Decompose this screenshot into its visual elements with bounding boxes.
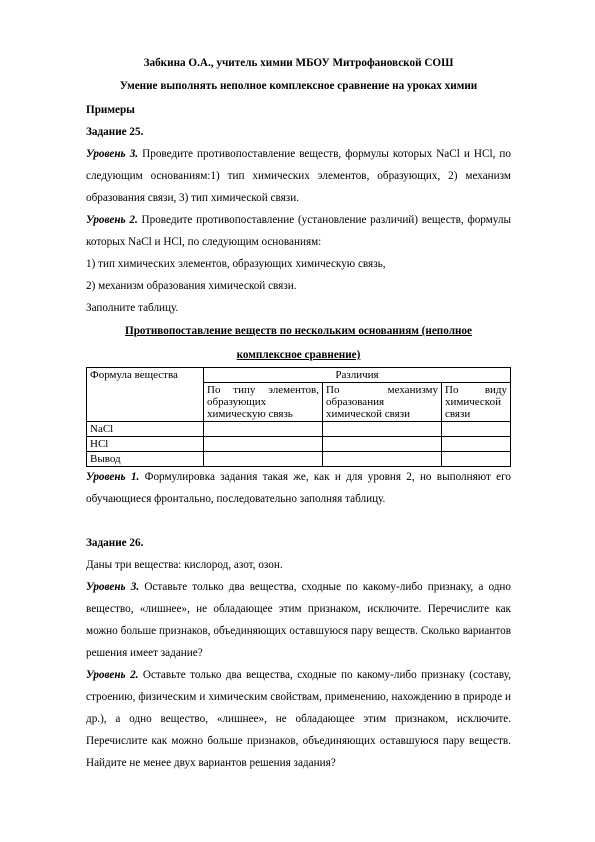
row-label: Вывод [87, 452, 204, 467]
task25-point1: 1) тип химических элементов, образующих химическую связь, [86, 258, 386, 270]
level-text: Формулировка задания такая же, как и для уровня 2, но выполняют его обучающиеся фронтально, последовательно заполняя таблицу. [86, 471, 511, 505]
task26-title: Задание 26. [86, 537, 144, 549]
task25-point2: 2) механизм образования химической связи. [86, 280, 297, 292]
topic-heading: Умение выполнять неполное комплексное сравнение на уроках химии [119, 80, 478, 92]
level-label: Уровень 3. [86, 148, 139, 160]
table-header-row [87, 368, 511, 383]
table-cell [204, 452, 323, 467]
table-cell [204, 422, 323, 437]
level-text: Оставьте только два вещества, сходные по какому-либо признаку (составу, строению, физическим и химическим свойствам, применению, нахождению в природе и др.), а одно вещество, «лишнее», не обладающее этим признаком, исключите. Перечислите как можно больше признаков, объединяющих оставшуюся пару веществ. Найдите не менее двух вариантов решения задания? [86, 669, 511, 769]
author-heading: Забкина О.А., учитель химии МБОУ Митрофановской СОШ [143, 57, 454, 69]
table-cell [323, 437, 442, 452]
header-formula: Формула вещества [87, 368, 204, 422]
document-page [86, 52, 511, 774]
level-label: Уровень 3. [86, 581, 140, 593]
level-label: Уровень 2. [86, 669, 139, 681]
table-cell [323, 452, 442, 467]
task26-given: Даны три вещества: кислород, азот, озон. [86, 559, 283, 571]
subheader-bond-kind: По виду химической связи [442, 383, 511, 422]
spacer [86, 510, 511, 532]
task25-level1 [86, 466, 511, 510]
table-row [87, 422, 511, 437]
subheader-element-type: По типу элементов, образующих химическую связь [204, 383, 323, 422]
task25-level3 [86, 143, 511, 209]
table-cell [323, 422, 442, 437]
task26-level3 [86, 576, 511, 664]
comparison-table [86, 367, 511, 467]
fill-table-instruction: Заполните таблицу. [86, 302, 179, 314]
subheader-mechanism: По механизму образования химической связи [323, 383, 442, 422]
level-label: Уровень 1. [86, 471, 140, 483]
table-cell [204, 437, 323, 452]
task25-title: Задание 25. [86, 126, 144, 138]
table-row [87, 452, 511, 467]
task25-level2 [86, 209, 511, 253]
row-label: NaCl [87, 422, 204, 437]
table-cell [442, 452, 511, 467]
table-row [87, 437, 511, 452]
level-label: Уровень 2. [86, 214, 138, 226]
table-cell [442, 437, 511, 452]
level-text: Оставьте только два вещества, сходные по какому-либо признаку, а одно вещество, «лишнее», не обладающее этим признаком, исключите. Перечислите как можно больше признаков, объединяющих оставшуюся пару веществ. Сколько вариантов решения имеет задание? [86, 581, 511, 659]
task26-level2 [86, 664, 511, 774]
level-text: Проведите противопоставление (установление различий) веществ, формулы которых NaCl и HCl, по следующим основаниям: [86, 214, 511, 248]
level-text: Проведите противопоставление веществ, формулы которых NaCl и HCl, по следующим основаниям:1) тип химических элементов, образующих, 2) механизм образования связи, 3) тип химической связи. [86, 148, 511, 204]
header-differences: Различия [204, 368, 511, 383]
table-cell [442, 422, 511, 437]
table-caption: Противопоставление веществ по нескольким основаниям (неполное комплексное сравнение) [125, 325, 472, 361]
examples-label: Примеры [86, 104, 135, 116]
row-label: HCl [87, 437, 204, 452]
